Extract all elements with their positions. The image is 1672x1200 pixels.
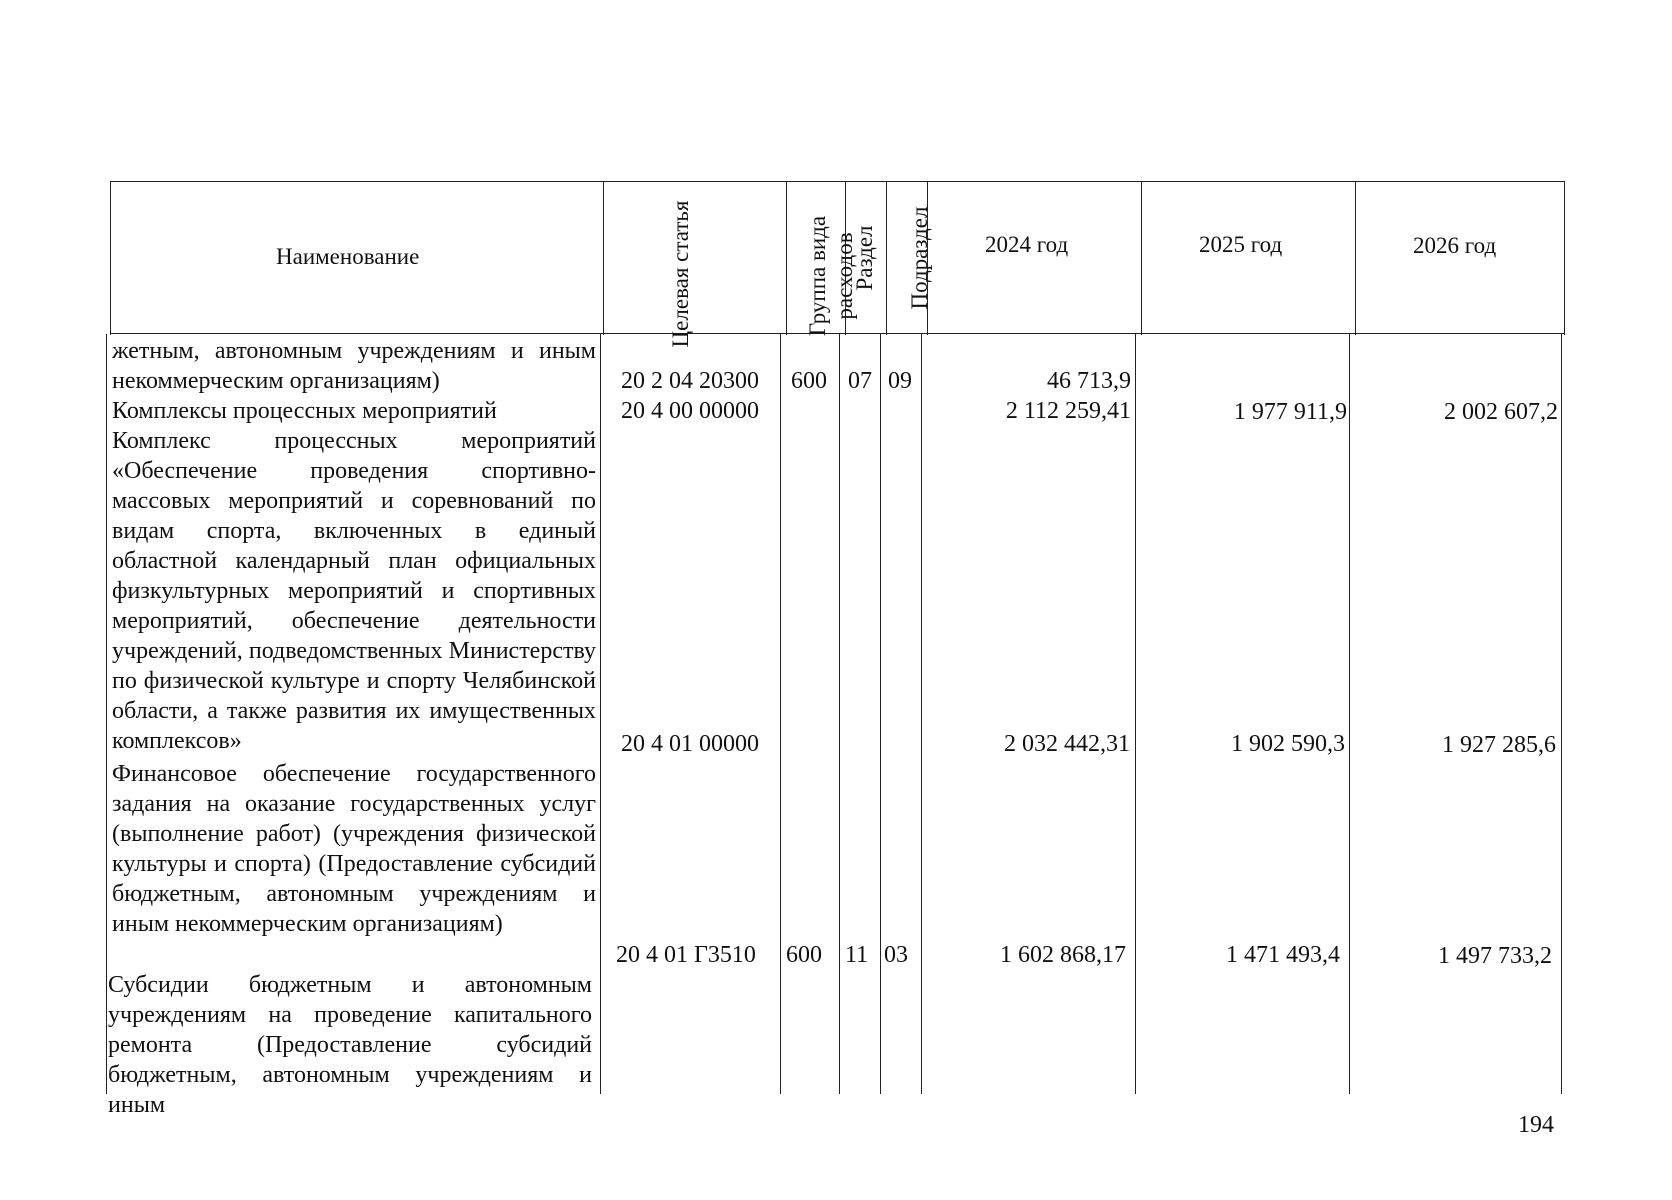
row-subsection: 09 (888, 368, 912, 394)
row-name: жетным, автономным учреждениям и иным некоммерческим организациям) (112, 338, 596, 394)
body-divider (880, 334, 881, 1094)
body-divider (1561, 334, 1562, 1094)
body-divider (921, 334, 922, 1094)
row-name: Финансовое обеспечение государственного задания на оказание государственных услуг (выполнение работ) (учреждения физической культуры и спорта) (Предоставление субсидий бюджетным, автономным учреждениям и иным некоммерческим организациям) (112, 761, 596, 937)
row-2024: 2 112 259,41 (1005, 398, 1131, 424)
body-divider (106, 334, 107, 1094)
header-divider (1355, 181, 1356, 335)
header-divider (110, 181, 111, 335)
header-2025: 2025 год (1199, 232, 1283, 257)
row-name: Комплексы процессных мероприятий (112, 398, 497, 424)
header-name: Наименование (276, 244, 420, 269)
row-2025: 1 471 493,4 (1226, 942, 1340, 968)
header-divider (886, 181, 887, 335)
header-2024: 2024 год (985, 232, 1069, 257)
row-target: 20 4 00 00000 (621, 398, 759, 424)
row-target: 20 2 04 20300 (621, 368, 759, 394)
row-group: 600 (791, 368, 827, 394)
row-subsection: 03 (884, 942, 908, 968)
row-2026: 2 002 607,2 (1444, 399, 1558, 425)
row-2024: 46 713,9 (1047, 368, 1131, 394)
header-2026: 2026 год (1413, 233, 1497, 258)
body-divider (780, 334, 781, 1094)
header-section: Раздел (852, 225, 877, 291)
body-divider (839, 334, 840, 1094)
header-divider (603, 181, 604, 335)
page-number: 194 (1518, 1112, 1554, 1138)
header-divider (786, 181, 787, 335)
body-divider (600, 334, 601, 1094)
row-target: 20 4 01 Г3510 (616, 942, 756, 968)
row-2025: 1 977 911,9 (1233, 399, 1347, 425)
body-divider (1135, 334, 1136, 1094)
header-target-article: Целевая статья (668, 200, 693, 348)
row-2025: 1 902 590,3 (1231, 731, 1345, 757)
row-2024: 2 032 442,31 (1004, 731, 1130, 757)
row-section: 07 (848, 368, 872, 394)
row-name: Субсидии бюджетным и автономным учреждениям на проведение капитального ремонта (Предоставление субсидий бюджетным, автономным учреждениям и иным (108, 972, 592, 1118)
row-2024: 1 602 868,17 (1000, 942, 1126, 968)
header-top-border (110, 181, 1565, 182)
row-target: 20 4 01 00000 (621, 731, 759, 757)
body-divider (1349, 334, 1350, 1094)
header-divider (1141, 181, 1142, 335)
row-section: 11 (845, 942, 869, 968)
header-divider (1564, 181, 1565, 335)
row-2026: 1 497 733,2 (1438, 943, 1552, 969)
row-2026: 1 927 285,6 (1442, 732, 1556, 758)
header-subsection: Подраздел (907, 206, 932, 310)
row-group: 600 (786, 942, 822, 968)
row-name: Комплекс процессных мероприятий «Обеспечение проведения спортивно-массовых мероприятий и соревнований по видам спорта, включенных в единый областной календарный план официальных физкультурных мероприятий и спортивных мероприятий, обеспечение деятельности учреждений, подведомственных Министерству по физической культуре и спорту Челябинской области, а также развития их имущественных комплексов» (112, 428, 596, 754)
header-expense-group: Группа вида расходов (805, 215, 857, 337)
